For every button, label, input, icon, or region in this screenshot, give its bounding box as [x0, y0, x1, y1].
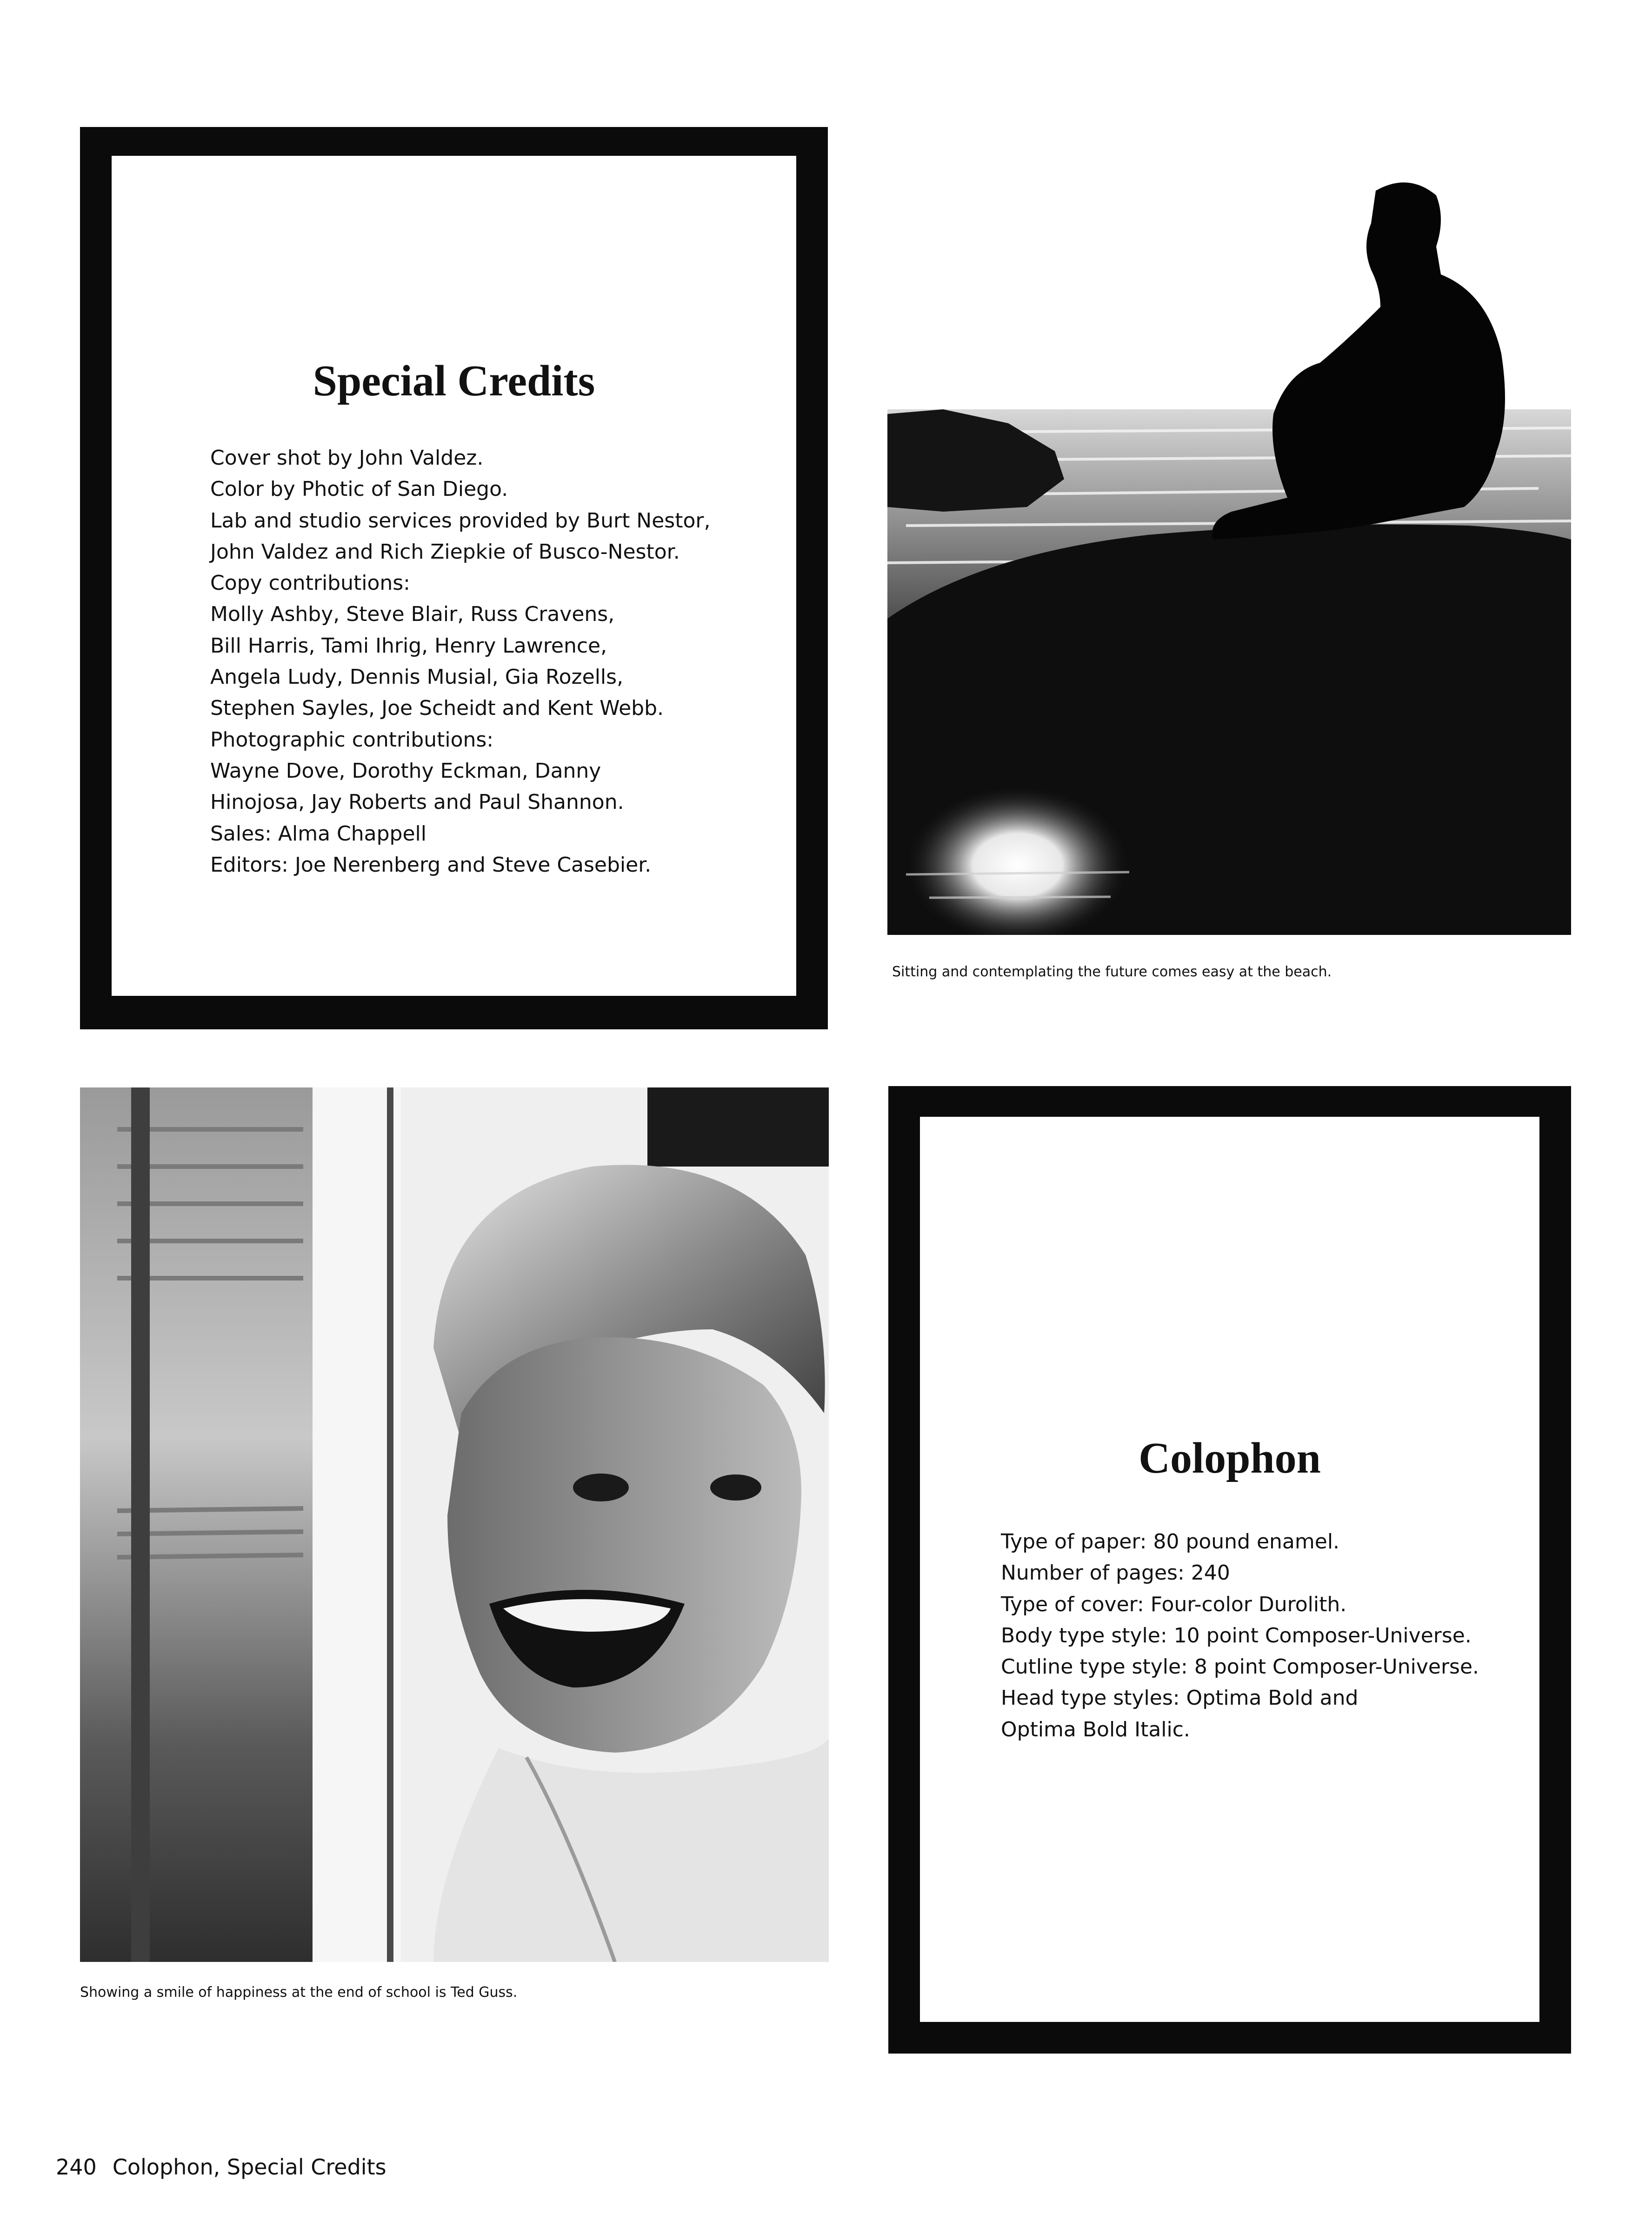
page-footer: [56, 2154, 386, 2180]
colophon-line: Number of pages: 240: [1001, 1561, 1230, 1585]
credit-line: Angela Ludy, Dennis Musial, Gia Rozells,: [210, 665, 624, 689]
credit-line: Molly Ashby, Steve Blair, Russ Cravens,: [210, 602, 615, 627]
credit-line: Lab and studio services provided by Burt Nestor,: [210, 508, 711, 533]
credit-line: Photographic contributions:: [210, 727, 494, 752]
colophon-line: Cutline type style: 8 point Composer-Universe.: [1001, 1655, 1479, 1679]
section-title: Colophon, Special Credits: [112, 2154, 386, 2180]
special-credits-text: [210, 442, 710, 880]
portrait-photo: [80, 1087, 829, 1962]
special-credits-panel-inner: [112, 156, 796, 996]
colophon-panel-inner: [920, 1117, 1539, 2022]
beach-silhouette-photo: [887, 153, 1571, 935]
colophon-line: Body type style: 10 point Composer-Universe.: [1001, 1623, 1472, 1647]
credit-line: Color by Photic of San Diego.: [210, 477, 508, 501]
credit-line: Copy contributions:: [210, 571, 411, 595]
credit-line: Stephen Sayles, Joe Scheidt and Kent Webb.: [210, 696, 664, 720]
special-credits-heading: Special Credits: [313, 357, 595, 405]
credit-line: Sales: Alma Chappell: [210, 821, 427, 846]
credit-line: John Valdez and Rich Ziepkie of Busco-Nestor.: [210, 540, 680, 564]
credit-line: Bill Harris, Tami Ihrig, Henry Lawrence,: [210, 634, 607, 658]
portrait-photo-caption: Showing a smile of happiness at the end of school is Ted Guss.: [80, 1984, 518, 2001]
colophon-line: Type of paper: 80 pound enamel.: [1001, 1530, 1340, 1554]
special-credits-panel: [80, 127, 828, 1029]
colophon-line: Optima Bold Italic.: [1001, 1717, 1190, 1741]
colophon-panel: [888, 1086, 1571, 2054]
credit-line: Editors: Joe Nerenberg and Steve Casebier.: [210, 853, 652, 877]
colophon-heading: Colophon: [1139, 1434, 1321, 1482]
credit-line: Cover shot by John Valdez.: [210, 446, 484, 470]
credit-line: Wayne Dove, Dorothy Eckman, Danny: [210, 759, 601, 783]
colophon-line: Head type styles: Optima Bold and: [1001, 1686, 1359, 1710]
page-number: 240: [56, 2154, 97, 2180]
colophon-text: [1001, 1526, 1479, 1745]
beach-photo-caption: Sitting and contemplating the future comes easy at the beach.: [892, 964, 1332, 980]
credit-line: Hinojosa, Jay Roberts and Paul Shannon.: [210, 790, 624, 814]
colophon-line: Type of cover: Four-color Durolith.: [1001, 1592, 1347, 1616]
